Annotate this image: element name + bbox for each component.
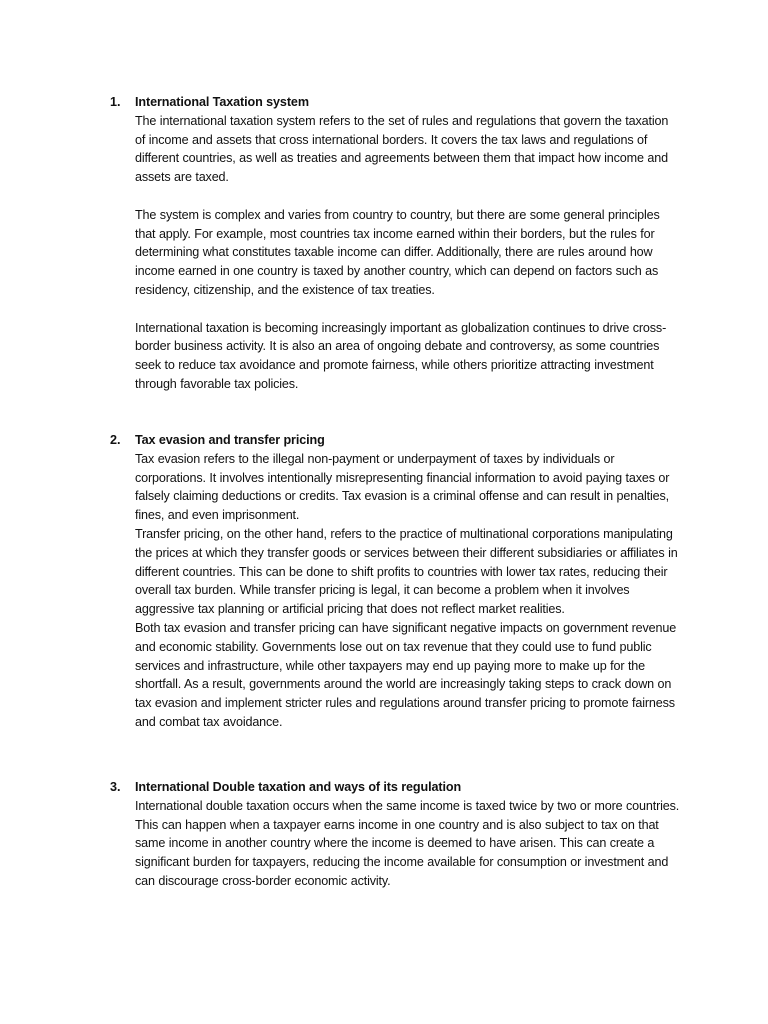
paragraph: The international taxation system refers to the set of rules and regulations that govern the taxation of income and assets that cross international borders. It covers the tax laws and regulations of different countries, as well as treaties and agreements between them that impact how income and assets are taxed. xyxy=(135,113,669,185)
section-heading xyxy=(110,93,670,112)
paragraph: Both tax evasion and transfer pricing can have significant negative impacts on government revenue and economic stability. Governments lose out on tax revenue that they could use to fund public services and infrastructure, while other taxpayers may end up paying more to make up for the shortfall. As a result, governments around the world are increasingly taking steps to crack down on tax evasion and implement stricter rules and regulations around transfer pricing to promote fairness and combat tax avoidance. xyxy=(135,620,677,729)
section-heading xyxy=(110,778,670,797)
section-tax-evasion xyxy=(110,431,678,732)
paragraph: Tax evasion refers to the illegal non-payment or underpayment of taxes by individuals or corporations. It involves intentionally misrepresenting financial information to avoid paying taxes or falsely claiming deductions or credits. Tax evasion is a criminal offense and can result in penalties, fines, and even imprisonment. xyxy=(135,451,670,523)
section-body xyxy=(135,450,680,732)
section-title: Tax evasion and transfer pricing xyxy=(135,433,325,447)
section-heading xyxy=(110,431,670,450)
section-title: International Taxation system xyxy=(135,95,309,109)
section-body xyxy=(135,112,680,394)
section-number: 2. xyxy=(110,433,121,447)
paragraph: The system is complex and varies from country to country, but there are some general principles that apply. For example, most countries tax income earned within their borders, but the rules for determining what constitutes taxable income can differ. Additionally, there are rules around how income earned in one country is taxed by another country, which can depend on factors such as residency, citizenship, and the existence of tax treaties. xyxy=(135,207,660,297)
section-international-taxation xyxy=(110,93,670,394)
section-number: 1. xyxy=(110,95,121,109)
section-double-taxation xyxy=(110,778,680,891)
section-body xyxy=(135,797,680,891)
paragraph: International double taxation occurs when the same income is taxed twice by two or more countries. This can happen when a taxpayer earns income in one country and is also subject to tax on that same income in another country where the income is deemed to have arisen. This can create a significant burden for taxpayers, reducing the income available for consumption or investment and can discourage cross-border economic activity. xyxy=(135,798,680,888)
paragraph: Transfer pricing, on the other hand, refers to the practice of multinational corporations manipulating the prices at which they transfer goods or services between their different subsidiaries or affiliates in different countries. This can be done to shift profits to countries with lower tax rates, reducing their overall tax burden. While transfer pricing is legal, it can become a problem when it involves aggressive tax planning or artificial pricing that does not reflect market realities. xyxy=(135,526,678,617)
section-title: International Double taxation and ways of its regulation xyxy=(135,780,462,794)
section-number: 3. xyxy=(110,780,121,794)
paragraph: International taxation is becoming increasingly important as globalization continues to drive cross-border business activity. It is also an area of ongoing debate and controversy, as some countries seek to reduce tax avoidance and promote fairness, while others prioritize attracting investment through favorable tax policies. xyxy=(135,320,667,391)
